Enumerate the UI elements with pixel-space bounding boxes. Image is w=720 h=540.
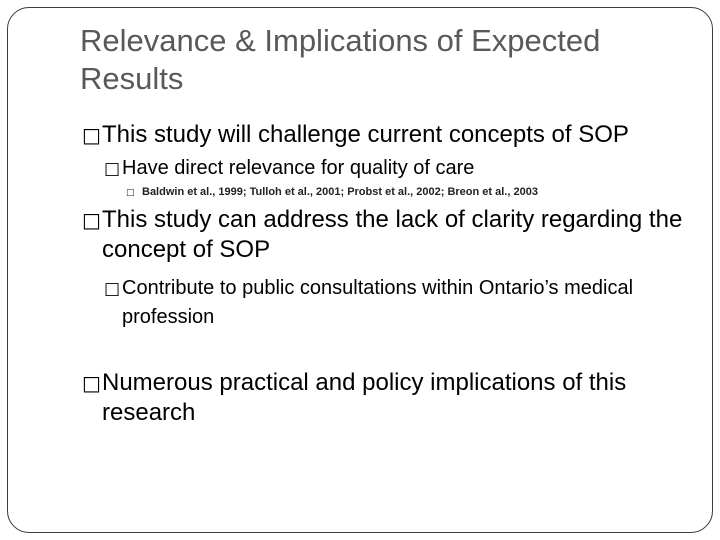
bullet-item-1 [82,120,702,150]
citation-item [126,185,646,200]
citation-text: Baldwin et al., 1999; Tulloh et al., 2001; Probst et al., 2002; Breon et al., 2003 [142,186,538,198]
bullet-box-icon: □ [126,188,135,198]
bullet-item-2 [82,205,702,265]
slide-title: Relevance & Implications of Expected Results [80,23,601,96]
sub-bullet-item-2 [104,274,682,331]
bullet-text: This study will challenge current concepts of SOP [102,121,629,148]
bullet-item-3 [82,368,702,428]
bullet-box-icon: □ [82,123,101,147]
bullet-box-icon: □ [82,208,101,232]
bullet-box-icon: □ [104,159,121,179]
bullet-text: Numerous practical and policy implications of this research [102,369,627,426]
bullet-text: Contribute to public consultations within Ontario’s medical profession [122,277,634,328]
bullet-text: Have direct relevance for quality of care [122,157,475,179]
bullet-text: This study can address the lack of clarity regarding the concept of SOP [102,206,683,263]
bullet-box-icon: □ [104,279,121,299]
bullet-box-icon: □ [82,371,101,395]
sub-bullet-item-1 [104,154,682,183]
